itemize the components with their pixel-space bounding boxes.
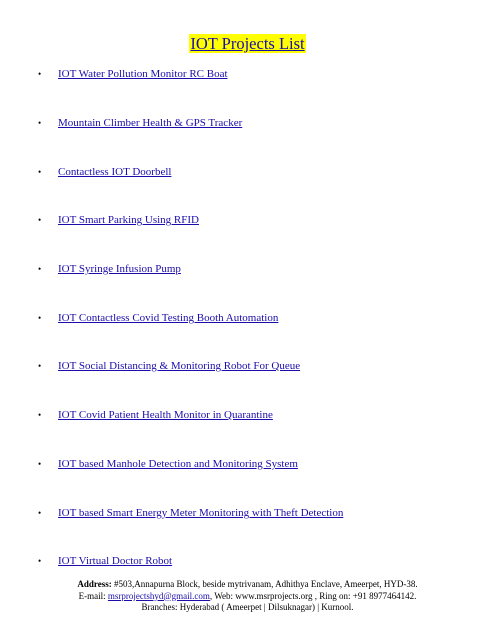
bullet-icon: • xyxy=(38,361,42,371)
list-item xyxy=(38,553,172,569)
list-item xyxy=(38,212,199,228)
project-link[interactable]: Contactless IOT Doorbell xyxy=(58,166,172,178)
bullet-icon: • xyxy=(38,118,42,128)
contact-line xyxy=(0,591,495,603)
email-label: E-mail: xyxy=(78,590,108,601)
list-item xyxy=(38,310,278,326)
project-link[interactable]: IOT Covid Patient Health Monitor in Quarantine xyxy=(58,409,273,421)
address-text: #503,Annapurna Block, beside mytrivanam, Adhithya Enclave, Ameerpet, HYD-38. xyxy=(111,579,418,589)
list-item xyxy=(38,66,228,82)
project-link[interactable]: IOT Social Distancing & Monitoring Robot For Queue xyxy=(58,360,301,372)
list-item xyxy=(38,164,171,180)
footer xyxy=(0,579,495,614)
project-link[interactable]: IOT Smart Parking Using RFID xyxy=(58,214,199,226)
project-link[interactable]: Mountain Climber Health & GPS Tracker xyxy=(58,117,243,129)
list-item xyxy=(38,456,298,472)
web-ring-text: , Web: www.msrprojects.org , Ring on: +91 8977464142. xyxy=(209,590,417,601)
email-link[interactable]: msrprojectshyd@gmail.com xyxy=(107,590,210,601)
project-link[interactable]: IOT Contactless Covid Testing Booth Automation xyxy=(58,312,279,324)
bullet-icon: • xyxy=(38,459,42,469)
bullet-icon: • xyxy=(38,508,42,518)
bullet-icon: • xyxy=(38,215,42,225)
branches-line: Branches: Hyderabad ( Ameerpet | Dilsuknagar) | Kurnool. xyxy=(141,602,354,612)
bullet-icon: • xyxy=(38,264,42,274)
bullet-icon: • xyxy=(38,410,42,420)
bullet-icon: • xyxy=(38,167,42,177)
list-item xyxy=(38,115,242,131)
page-title[interactable]: IOT Projects List xyxy=(190,34,305,53)
address-line xyxy=(0,579,495,591)
bullet-icon: • xyxy=(38,69,42,79)
project-link[interactable]: IOT based Smart Energy Meter Monitoring with Theft Detection xyxy=(58,507,344,519)
project-link[interactable]: IOT based Manhole Detection and Monitoring System xyxy=(58,458,298,470)
project-link[interactable]: IOT Syringe Infusion Pump xyxy=(58,263,181,275)
list-item xyxy=(38,407,273,423)
title-wrap xyxy=(0,34,495,54)
bullet-icon: • xyxy=(38,556,42,566)
list-item xyxy=(38,261,181,277)
list-item xyxy=(38,358,300,374)
list-item xyxy=(38,505,343,521)
project-link[interactable]: IOT Virtual Doctor Robot xyxy=(58,555,173,567)
address-label: Address: xyxy=(77,579,112,589)
bullet-icon: • xyxy=(38,313,42,323)
project-link[interactable]: IOT Water Pollution Monitor RC Boat xyxy=(58,68,228,80)
